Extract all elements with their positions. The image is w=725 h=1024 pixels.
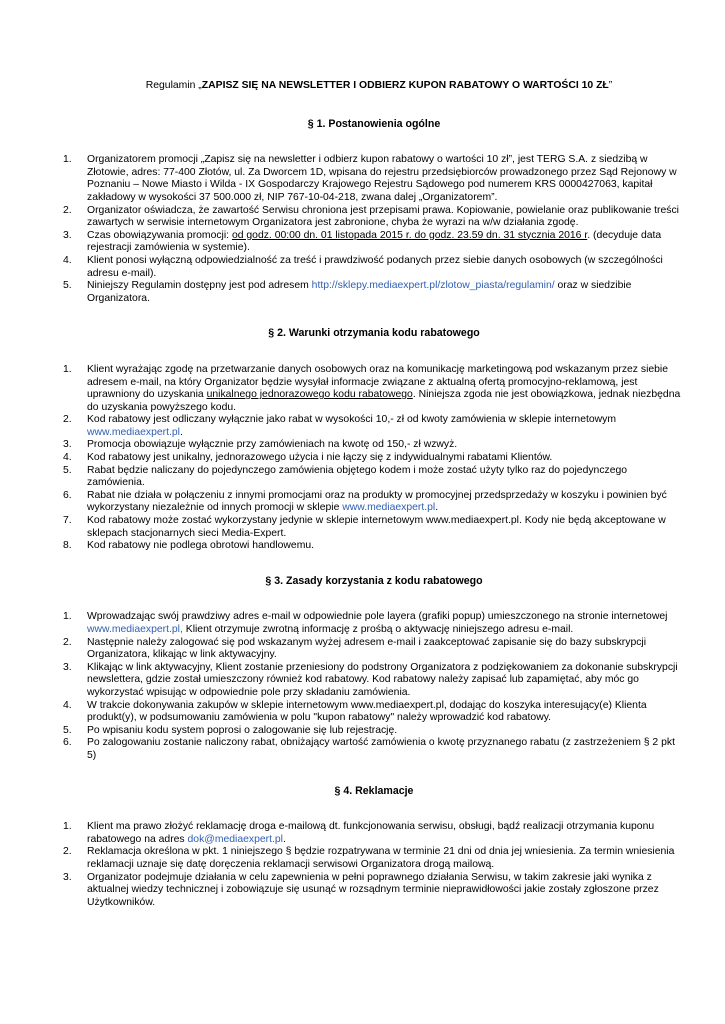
hyperlink[interactable]: http://sklepy.mediaexpert.pl/zlotow_piasta/regulamin/	[311, 280, 555, 292]
item-text: Wprowadzając swój prawdziwy adres e-mail w odpowiednie pole layera (grafiki popup) umieszczonego na stronie internetowej	[87, 611, 668, 623]
list-item	[63, 725, 685, 738]
list-item-number: 7.	[63, 515, 72, 527]
list-item	[63, 515, 685, 540]
section-list	[63, 611, 685, 762]
list-item-number: 2.	[63, 414, 72, 426]
list-item	[63, 280, 685, 305]
list-item	[63, 255, 685, 280]
list-item-number: 5.	[63, 464, 72, 476]
list-item-number: 4.	[63, 452, 72, 464]
list-item	[63, 637, 685, 662]
list-item	[63, 364, 685, 414]
item-text: Klikając w link aktywacyjny, Klient zostanie przeniesiony do podstrony Organizatora z podziękowaniem za dokonanie subskrypcji newslettera, gdzie został umieszczony również kod rabatowy. Kod rabatowy należy zapisać lub zapamiętać, aby móc go wykorzystać wpisując w odpowiednie pole przy składaniu zamówienia.	[87, 661, 678, 698]
list-item-number: 4.	[63, 699, 72, 711]
item-text: Klient otrzymuje zwrotną informację z prośbą o aktywację niniejszego adresu e-mail.	[182, 624, 574, 635]
hyperlink[interactable]: dok@mediaexpert.pl	[187, 833, 283, 845]
list-item-number: 2.	[63, 846, 72, 858]
item-text: Reklamacja określona w pkt. 1 niniejszego § będzie rozpatrywana w terminie 21 dni od dnia jej wniesienia. Za termin wniesienia reklamacji uznaje się datę doręczenia reklamacji serwisowi Organizatora drogą mailową.	[87, 846, 675, 870]
item-text: Rabat będzie naliczany do pojedynczego zamówienia objętego kodem i może zostać użyty tylko raz do pojedynczego zamówienia.	[87, 464, 628, 489]
item-text: Po zalogowaniu zostanie naliczony rabat, obniżający wartość zamówienia o kwotę przyznanego rabatu (z zastrzeżeniem § 2 pkt 5)	[87, 737, 675, 761]
item-text: Klient wyrażając zgodę na przetwarzanie danych osobowych oraz na komunikację marketingową pod wskazanym przez siebie adresem e-mail, na który Organizator będzie wysyłał informacje związane z aktualną ofertą promocyjno-reklamową, jest uprawniony do uzyskania	[87, 363, 669, 401]
section-heading: § 4. Reklamacje	[334, 784, 414, 797]
title-promotion-name: ZAPISZ SIĘ NA NEWSLETTER I ODBIERZ KUPON RABATOWY O WARTOŚCI 10 ZŁ	[201, 80, 609, 91]
section-heading: § 2. Warunki otrzymania kodu rabatowego	[268, 327, 480, 340]
underlined-text: unikalnego jednorazowego kodu rabatowego	[206, 389, 413, 401]
item-text: Kod rabatowy jest odliczany wyłącznie jako rabat w wysokości 10,- zł od kwoty zamówienia w sklepie internetowym	[87, 414, 616, 426]
list-item	[63, 737, 685, 762]
title-prefix: Regulamin „	[145, 80, 202, 91]
list-item-number: 2.	[63, 204, 72, 216]
item-text: Kod rabatowy może zostać wykorzystany jedynie w sklepie internetowym www.mediaexpert.pl. Kody nie będą akceptowane w sklepach stacjonarnych sieci Media-Expert.	[87, 515, 666, 539]
list-item-number: 4.	[63, 254, 72, 266]
list-item	[63, 230, 685, 255]
list-item-number: 3.	[63, 661, 72, 673]
list-item	[63, 821, 685, 846]
list-item	[63, 452, 685, 465]
list-item	[63, 414, 685, 439]
section-list	[63, 821, 685, 909]
item-text: . (decydujе data rejestracji zamówienia w systemie).	[87, 229, 662, 254]
item-text: Organizatorem promocji „Zapisz się na newsletter i odbierz kupon rabatowy o wartości 10 zł”, jest TERG S.A. z siedzibą w Złotowie, adres: 77-400 Złotów, ul. Za Dworcem 1D, wpisana do rejestru przedsiębiorców prowadzonego przez Sąd Rejonowy w Poznaniu – Nowe Miasto i Wilda - IX Gospodarczy Krajowego Rejestru Sądowego pod numerem KRS 0000427063, kapitał zakładowy w wysokości 37 500.000 zł, NIP 767-10-04-218, zwana dalej „Organizatorem”.	[87, 154, 677, 203]
item-text: Następnie należy zalogować się pod wskazanym wyżej adresem e-mail i zaakceptować zapisanie się do bazy subskrypcji Organizatora, klikając w link aktywacyjny.	[87, 636, 647, 661]
list-item-number: 8.	[63, 540, 72, 552]
item-text: Promocja obowiązuje wyłącznie przy zamówieniach na kwotę od 150,- zł wzwyż.	[87, 439, 458, 451]
item-text: Organizator podejmuje działania w celu zapewnienia w pełni poprawnego działania Serwisu, w takim zakresie jaki wynika z aktualnej wiedzy technicznej i zobowiązuje się usunąć w rozsądnym terminie nieprawidłowości jakie zostały zgłoszone przez Użytkowników.	[87, 871, 659, 908]
hyperlink[interactable]: www.mediaexpert.pl,	[87, 624, 183, 635]
section-list	[63, 154, 685, 305]
list-item-number: 6.	[63, 737, 72, 749]
list-item	[63, 540, 685, 553]
document-body	[63, 118, 685, 910]
item-text: Niniejszy Regulamin dostępny jest pod adresem	[87, 280, 312, 292]
list-item-number: 2.	[63, 636, 72, 648]
item-text: Organizator oświadcza, że zawartość Serwisu chroniona jest przepisami prawa. Kopiowanie, powielanie oraz publikowanie treści zawartych w serwisie internetowym Organizatora jest zabronione, chyba że wyrazi na w/w działania zgodę.	[87, 204, 679, 229]
list-item-number: 6.	[63, 489, 72, 501]
list-item-number: 3.	[63, 229, 72, 241]
list-item	[63, 872, 685, 910]
item-text: .	[435, 502, 439, 514]
section-heading: § 3. Zasady korzystania z kodu rabatowego	[265, 574, 483, 587]
list-item	[63, 205, 685, 230]
list-item-number: 1.	[63, 363, 72, 375]
item-text: . Niniejsza zgoda nie jest obowiązkowa, jednak niezbędna do uzyskania powyższego kodu.	[87, 389, 681, 413]
list-item-number: 1.	[63, 154, 72, 166]
list-item-number: 1.	[63, 821, 72, 833]
list-item-number: 5.	[63, 724, 72, 736]
item-text: Klient ma prawo złożyć reklamację droga e-mailową dt. funkcjonowania serwisu, obsługi, bądź realizacji otrzymania kuponu rabatowego na adres	[87, 821, 655, 845]
list-item-number: 3.	[63, 871, 72, 883]
title-suffix: ”	[608, 80, 613, 91]
item-text: .	[282, 833, 286, 845]
hyperlink[interactable]: www.mediaexpert.pl	[87, 426, 180, 438]
section-list	[63, 364, 685, 553]
item-text: .	[179, 426, 183, 438]
list-item	[63, 611, 685, 636]
list-item-number: 1.	[63, 611, 72, 623]
list-item	[63, 465, 685, 490]
item-text: oraz w siedzibie Organizatora.	[87, 280, 632, 304]
underlined-text: od godz. 00:00 dn. 01 listopada 2015 r. do godz. 23.59 dn. 31 stycznia 2016 r	[231, 229, 588, 241]
list-item	[63, 700, 685, 725]
list-item-number: 3.	[63, 439, 72, 451]
list-item	[63, 439, 685, 452]
list-item-number: 5.	[63, 280, 72, 292]
list-item	[63, 154, 685, 204]
item-text: Czas obowiązywania promocji:	[87, 229, 232, 241]
item-text: Klient ponosi wyłączną odpowiedzialność za treść i prawdziwość podanych przez siebie danych osobowych (w szczególności adresu e-mail).	[87, 254, 663, 279]
list-item	[63, 662, 685, 700]
item-text: Kod rabatowy jest unikalny, jednorazowego użycia i nie łączy się z indywidualnymi rabatami Klientów.	[87, 452, 553, 464]
hyperlink[interactable]: www.mediaexpert.pl	[342, 502, 436, 514]
item-text: Rabat nie działa w połączeniu z innymi promocjami oraz na produkty w promocyjnej przedsprzedaży w koszyku i powinien być wykorzystany niezależnie od innych promocji w sklepie	[87, 489, 667, 514]
document-title	[63, 80, 685, 93]
item-text: W trakcie dokonywania zakupów w sklepie internetowym www.mediaexpert.pl, dodając do koszyka interesujący(e) Klienta produkt(y), w podsumowaniu zamówienia w polu "kupon rabatowy" należy wprowadzić kod rabatowy.	[87, 699, 647, 724]
section-heading: § 1. Postanowienia ogólne	[307, 117, 441, 130]
list-item	[63, 846, 685, 871]
item-text: Po wpisaniu kodu system poprosi o zalogowanie się lub rejestrację.	[87, 724, 398, 736]
list-item	[63, 490, 685, 515]
item-text: Kod rabatowy nie podlega obrotowi handlowemu.	[87, 540, 315, 552]
